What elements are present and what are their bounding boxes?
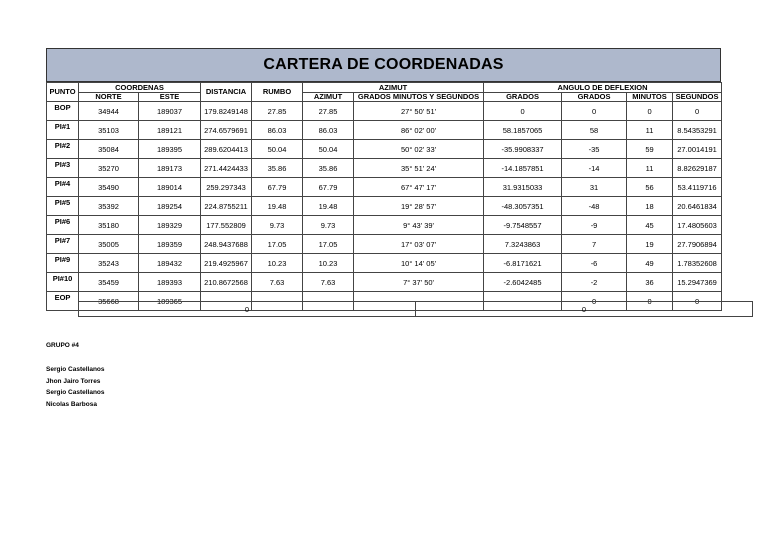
cell-def-grados: -48 xyxy=(562,197,627,216)
cell-gms: 10° 14' 05' xyxy=(354,254,484,273)
cell-rumbo: 67.79 xyxy=(252,178,303,197)
cell-punto: PI#2 xyxy=(47,140,79,159)
header-segundos: SEGUNDOS xyxy=(673,93,722,102)
cell-este: 189329 xyxy=(139,216,201,235)
cell-norte: 35392 xyxy=(79,197,139,216)
cell-def-grados: -9 xyxy=(562,216,627,235)
cell-distancia: 289.6204413 xyxy=(201,140,252,159)
cell-rumbo: 50.04 xyxy=(252,140,303,159)
table-row xyxy=(47,102,722,121)
sum-este: 0 xyxy=(416,302,753,317)
cell-segundos: 0 xyxy=(673,292,722,311)
cell-punto: PI#7 xyxy=(47,235,79,254)
cell-rumbo: 86.03 xyxy=(252,121,303,140)
cell-rumbo: 7.63 xyxy=(252,273,303,292)
cell-distancia: 177.552809 xyxy=(201,216,252,235)
cell-este: 189393 xyxy=(139,273,201,292)
cell-def-grados: 0 xyxy=(562,292,627,311)
cell-punto: PI#5 xyxy=(47,197,79,216)
cell-minutos: 0 xyxy=(627,102,673,121)
cell-azimut: 86.03 xyxy=(303,121,354,140)
cell-norte: 35084 xyxy=(79,140,139,159)
cell-grados: -14.1857851 xyxy=(484,159,562,178)
coordinates-table xyxy=(46,82,722,311)
cell-gms: 7° 37' 50' xyxy=(354,273,484,292)
cell-distancia: 248.9437688 xyxy=(201,235,252,254)
sheet-title: CARTERA DE COORDENADAS xyxy=(46,48,721,82)
cell-def-grados: 0 xyxy=(562,102,627,121)
cell-punto: EOP xyxy=(47,292,79,311)
cell-grados: -35.9908337 xyxy=(484,140,562,159)
cell-segundos: 8.54353291 xyxy=(673,121,722,140)
member-name: Sergio Castellanos xyxy=(46,366,105,373)
cell-segundos: 0 xyxy=(673,102,722,121)
table-row xyxy=(47,273,722,292)
table-row xyxy=(47,121,722,140)
header-este: ESTE xyxy=(139,93,201,102)
cell-grados: -48.3057351 xyxy=(484,197,562,216)
cell-minutos: 45 xyxy=(627,216,673,235)
cell-gms: 19° 28' 57' xyxy=(354,197,484,216)
cell-def-grados: 7 xyxy=(562,235,627,254)
cell-def-grados: 31 xyxy=(562,178,627,197)
cell-este: 189173 xyxy=(139,159,201,178)
cell-distancia: 179.8249148 xyxy=(201,102,252,121)
cell-punto: PI#10 xyxy=(47,273,79,292)
cell-segundos: 17.4805603 xyxy=(673,216,722,235)
cell-def-grados: -2 xyxy=(562,273,627,292)
cell-este: 189014 xyxy=(139,178,201,197)
member-list xyxy=(46,364,105,410)
cell-distancia: 219.4925967 xyxy=(201,254,252,273)
cell-rumbo: 19.48 xyxy=(252,197,303,216)
cell-def-grados: -14 xyxy=(562,159,627,178)
group-label: GRUPO #4 xyxy=(46,342,79,349)
cell-norte: 35490 xyxy=(79,178,139,197)
sum-norte: 0 xyxy=(79,302,416,317)
cell-norte: 35180 xyxy=(79,216,139,235)
cell-gms: 27° 50' 51' xyxy=(354,102,484,121)
cell-punto: PI#6 xyxy=(47,216,79,235)
cell-azimut: 17.05 xyxy=(303,235,354,254)
cell-distancia: 274.6579691 xyxy=(201,121,252,140)
cell-norte: 35668 xyxy=(79,292,139,311)
cell-norte: 35103 xyxy=(79,121,139,140)
table-row xyxy=(47,178,722,197)
cell-grados: 7.3243863 xyxy=(484,235,562,254)
cell-minutos: 11 xyxy=(627,159,673,178)
cell-grados: -6.8171621 xyxy=(484,254,562,273)
member-name: Nicolas Barbosa xyxy=(46,400,97,408)
cell-azimut: 10.23 xyxy=(303,254,354,273)
cell-norte: 35270 xyxy=(79,159,139,178)
cell-rumbo: 9.73 xyxy=(252,216,303,235)
cell-def-grados: 58 xyxy=(562,121,627,140)
cell-grados: -2.6042485 xyxy=(484,273,562,292)
cell-norte: 35243 xyxy=(79,254,139,273)
cell-este: 189365 xyxy=(139,292,201,311)
header-coordenas: COORDENAS xyxy=(79,83,201,93)
cell-gms: 67° 47' 17' xyxy=(354,178,484,197)
table-row xyxy=(47,254,722,273)
cell-punto: PI#9 xyxy=(47,254,79,273)
cell-gms: 9° 43' 39' xyxy=(354,216,484,235)
cell-azimut: 27.85 xyxy=(303,102,354,121)
cell-punto: BOP xyxy=(47,102,79,121)
cell-segundos: 8.82629187 xyxy=(673,159,722,178)
header-azimut-group: AZIMUT xyxy=(303,83,484,93)
header-grados: GRADOS xyxy=(484,93,562,102)
cell-rumbo: 35.86 xyxy=(252,159,303,178)
cell-minutos: 18 xyxy=(627,197,673,216)
sum-table xyxy=(78,301,753,317)
cell-distancia: 224.8755211 xyxy=(201,197,252,216)
table-row xyxy=(47,197,722,216)
header-minutos: MINUTOS xyxy=(627,93,673,102)
cell-segundos: 15.2947369 xyxy=(673,273,722,292)
cell-def-grados: -6 xyxy=(562,254,627,273)
header-azimut: AZIMUT xyxy=(303,93,354,102)
cell-este: 189254 xyxy=(139,197,201,216)
cell-punto: PI#3 xyxy=(47,159,79,178)
cell-gms: 86° 02' 00' xyxy=(354,121,484,140)
cell-gms: 17° 03' 07' xyxy=(354,235,484,254)
cell-distancia: 210.8672568 xyxy=(201,273,252,292)
cell-azimut: 7.63 xyxy=(303,273,354,292)
cell-rumbo: 27.85 xyxy=(252,102,303,121)
cell-distancia: 259.297343 xyxy=(201,178,252,197)
cell-norte: 34944 xyxy=(79,102,139,121)
cell-minutos: 36 xyxy=(627,273,673,292)
cell-segundos: 27.0014191 xyxy=(673,140,722,159)
member-name: Sergio Castellanos xyxy=(46,389,105,396)
cell-minutos: 56 xyxy=(627,178,673,197)
cell-azimut: 35.86 xyxy=(303,159,354,178)
cell-azimut: 67.79 xyxy=(303,178,354,197)
cell-segundos: 53.4119716 xyxy=(673,178,722,197)
cell-minutos: 59 xyxy=(627,140,673,159)
cell-este: 189037 xyxy=(139,102,201,121)
cell-norte: 35005 xyxy=(79,235,139,254)
cell-minutos: 11 xyxy=(627,121,673,140)
cell-rumbo: 17.05 xyxy=(252,235,303,254)
header-distancia: DISTANCIA xyxy=(201,83,252,102)
cell-este: 189432 xyxy=(139,254,201,273)
coordinates-sheet xyxy=(46,48,721,311)
header-deflexion-group: ANGULO DE DEFLEXION xyxy=(484,83,722,93)
cell-norte: 35459 xyxy=(79,273,139,292)
cell-este: 189395 xyxy=(139,140,201,159)
header-rumbo: RUMBO xyxy=(252,83,303,102)
member-name: Jhon Jairo Torres xyxy=(46,377,101,385)
cell-azimut: 50.04 xyxy=(303,140,354,159)
cell-minutos: 19 xyxy=(627,235,673,254)
table-row xyxy=(47,235,722,254)
cell-este: 189359 xyxy=(139,235,201,254)
cell-minutos: 49 xyxy=(627,254,673,273)
cell-grados: 31.9315033 xyxy=(484,178,562,197)
cell-este: 189121 xyxy=(139,121,201,140)
header-gms: GRADOS MINUTOS Y SEGUNDOS xyxy=(354,93,484,102)
table-row xyxy=(47,216,722,235)
header-punto: PUNTO xyxy=(47,83,79,102)
cell-azimut: 9.73 xyxy=(303,216,354,235)
cell-grados: 0 xyxy=(484,102,562,121)
header-norte: NORTE xyxy=(79,93,139,102)
cell-grados: -9.7548557 xyxy=(484,216,562,235)
cell-segundos: 20.6461834 xyxy=(673,197,722,216)
cell-punto: PI#4 xyxy=(47,178,79,197)
cell-grados: 58.1857065 xyxy=(484,121,562,140)
cell-def-grados: -35 xyxy=(562,140,627,159)
cell-punto: PI#1 xyxy=(47,121,79,140)
header-def-grados: GRADOS xyxy=(562,93,627,102)
cell-azimut: 19.48 xyxy=(303,197,354,216)
table-row xyxy=(47,159,722,178)
cell-segundos: 1.78352608 xyxy=(673,254,722,273)
cell-segundos: 27.7906894 xyxy=(673,235,722,254)
table-row xyxy=(47,140,722,159)
cell-minutos: 0 xyxy=(627,292,673,311)
cell-gms: 35° 51' 24' xyxy=(354,159,484,178)
cell-gms: 50° 02' 33' xyxy=(354,140,484,159)
cell-rumbo: 10.23 xyxy=(252,254,303,273)
cell-distancia: 271.4424433 xyxy=(201,159,252,178)
